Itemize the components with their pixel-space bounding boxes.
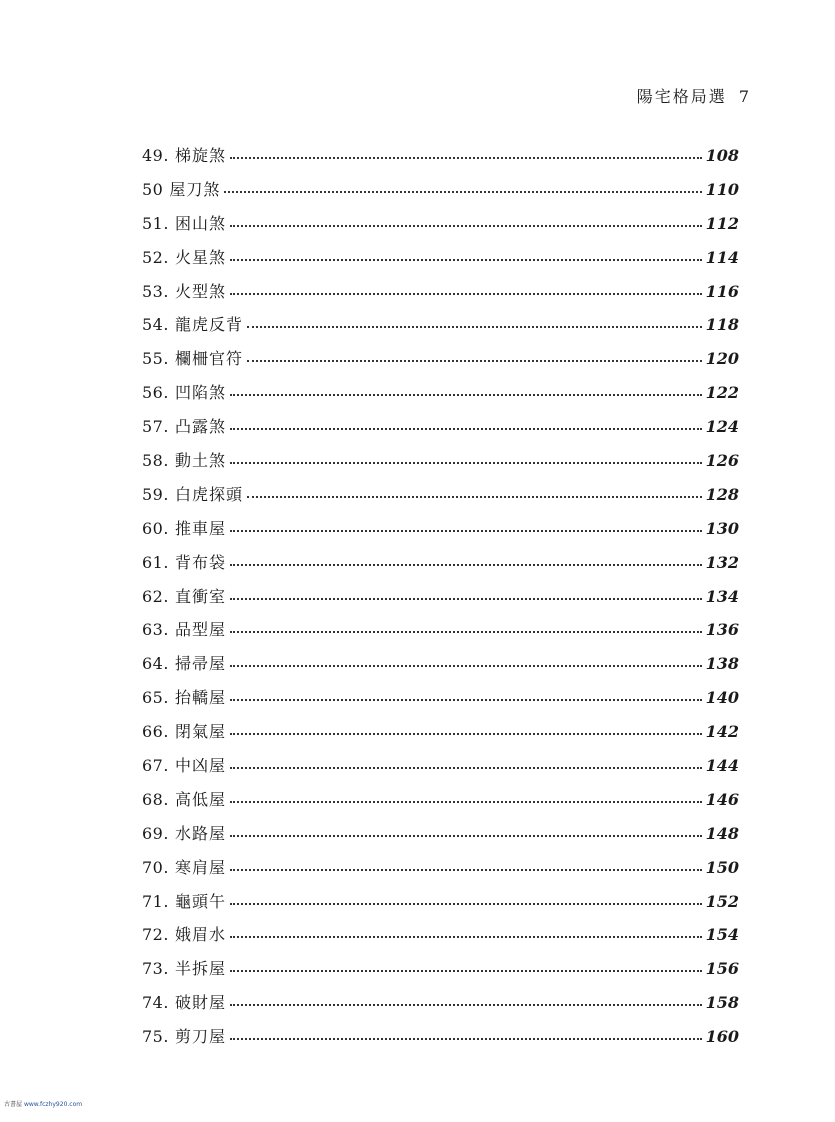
entry-number: 65. bbox=[142, 688, 169, 708]
dot-leader bbox=[230, 249, 702, 261]
entry-page: 146 bbox=[705, 789, 739, 809]
toc-entry bbox=[142, 990, 739, 1024]
entry-title: 梯旋煞 bbox=[174, 146, 226, 165]
toc-entry bbox=[142, 821, 739, 855]
entry-number: 69. bbox=[142, 823, 169, 843]
entry-number: 54. bbox=[142, 315, 169, 335]
entry-page: 154 bbox=[705, 925, 739, 945]
entry-title: 龍虎反背 bbox=[174, 315, 243, 335]
entry-page: 144 bbox=[705, 756, 739, 776]
entry-title: 火星煞 bbox=[174, 247, 226, 267]
toc-entry bbox=[142, 956, 739, 990]
entry-number: 71. bbox=[142, 891, 169, 911]
table-of-contents bbox=[142, 143, 739, 1058]
entry-page: 128 bbox=[705, 484, 739, 504]
dot-leader bbox=[230, 960, 702, 972]
dot-leader bbox=[230, 893, 702, 905]
dot-leader bbox=[230, 825, 702, 837]
entry-page: 114 bbox=[705, 247, 739, 267]
entry-number: 51. bbox=[142, 213, 169, 233]
entry-title: 推車屋 bbox=[174, 518, 226, 538]
entry-number: 59. bbox=[142, 484, 169, 504]
toc-entry bbox=[142, 482, 739, 516]
entry-number: 61. bbox=[142, 552, 169, 572]
dot-leader bbox=[230, 859, 702, 871]
entry-title: 凹陷煞 bbox=[174, 383, 226, 403]
toc-entry bbox=[142, 584, 739, 618]
entry-page: 160 bbox=[705, 1027, 739, 1047]
toc-entry bbox=[142, 414, 739, 448]
entry-title: 龜頭午 bbox=[174, 891, 226, 911]
entry-page: 142 bbox=[705, 722, 739, 742]
entry-number: 55. bbox=[142, 349, 169, 369]
entry-page: 158 bbox=[705, 993, 739, 1013]
dot-leader bbox=[224, 181, 701, 193]
entry-page: 150 bbox=[705, 857, 739, 877]
toc-entry bbox=[142, 380, 739, 414]
dot-leader bbox=[230, 452, 702, 464]
dot-leader bbox=[230, 554, 702, 566]
toc-entry bbox=[142, 753, 739, 787]
entry-title: 水路屋 bbox=[174, 823, 226, 843]
entry-number: 62. bbox=[142, 586, 169, 606]
entry-page: 138 bbox=[705, 654, 739, 674]
entry-title: 直衝室 bbox=[174, 586, 226, 606]
entry-number: 68. bbox=[142, 789, 169, 809]
entry-page: 136 bbox=[705, 620, 739, 640]
dot-leader bbox=[230, 994, 702, 1006]
entry-title: 困山煞 bbox=[174, 213, 226, 233]
entry-page: 152 bbox=[705, 891, 739, 911]
entry-number: 60. bbox=[142, 518, 169, 538]
entry-title: 屋刀煞 bbox=[169, 179, 221, 199]
entry-title: 背布袋 bbox=[174, 552, 226, 572]
entry-page: 134 bbox=[705, 586, 739, 606]
entry-page: 148 bbox=[705, 823, 739, 843]
dot-leader bbox=[230, 215, 702, 227]
entry-number: 75. bbox=[142, 1027, 169, 1047]
toc-entry bbox=[142, 889, 739, 923]
running-head bbox=[637, 84, 751, 107]
entry-page: 156 bbox=[705, 959, 739, 979]
entry-page: 140 bbox=[705, 688, 739, 708]
watermark-url: www.fczhy920.com bbox=[23, 1101, 83, 1108]
dot-leader bbox=[230, 384, 702, 396]
dot-leader bbox=[230, 588, 702, 600]
toc-entry bbox=[142, 211, 739, 245]
dot-leader bbox=[230, 1028, 702, 1040]
entry-title: 寒肩屋 bbox=[174, 857, 226, 877]
entry-title: 半拆屋 bbox=[174, 959, 226, 979]
toc-entry bbox=[142, 617, 739, 651]
toc-entry bbox=[142, 922, 739, 956]
dot-leader bbox=[230, 283, 702, 295]
entry-page: 112 bbox=[705, 213, 739, 233]
toc-entry bbox=[142, 346, 739, 380]
dot-leader bbox=[230, 791, 702, 803]
entry-page: 130 bbox=[705, 518, 739, 538]
entry-title: 高低屋 bbox=[174, 789, 226, 809]
watermark-brand: 古書屋 bbox=[4, 1101, 23, 1108]
entry-title: 抬轎屋 bbox=[174, 688, 226, 708]
entry-number: 63. bbox=[142, 620, 169, 640]
toc-entry bbox=[142, 855, 739, 889]
entry-page: 120 bbox=[705, 349, 739, 369]
toc-entry bbox=[142, 177, 739, 211]
dot-leader bbox=[230, 757, 702, 769]
entry-page: 118 bbox=[705, 315, 739, 335]
dot-leader bbox=[230, 147, 702, 159]
entry-title: 白虎探頭 bbox=[174, 484, 243, 504]
book-title: 陽宅格局選 bbox=[636, 87, 727, 106]
entry-number: 57. bbox=[142, 417, 169, 437]
entry-number: 64. bbox=[142, 654, 169, 674]
entry-number: 58. bbox=[142, 451, 169, 471]
entry-number: 66. bbox=[142, 722, 169, 742]
entry-number: 52. bbox=[142, 247, 169, 267]
toc-entry bbox=[142, 651, 739, 685]
entry-page: 126 bbox=[705, 451, 739, 471]
dot-leader bbox=[247, 350, 702, 362]
dot-leader bbox=[230, 621, 702, 633]
dot-leader bbox=[230, 418, 702, 430]
toc-entry bbox=[142, 279, 739, 313]
dot-leader bbox=[230, 689, 702, 701]
entry-number: 50 bbox=[142, 179, 164, 199]
entry-title: 破財屋 bbox=[174, 993, 226, 1013]
dot-leader bbox=[230, 723, 702, 735]
entry-page: 124 bbox=[705, 417, 739, 437]
entry-number: 53. bbox=[142, 281, 169, 301]
toc-entry bbox=[142, 787, 739, 821]
entry-title: 欄柵官符 bbox=[174, 349, 243, 369]
page-number: 7 bbox=[738, 87, 751, 106]
entry-number: 67. bbox=[142, 756, 169, 776]
dot-leader bbox=[230, 655, 702, 667]
entry-number: 72. bbox=[142, 925, 169, 945]
toc-entry bbox=[142, 245, 739, 279]
dot-leader bbox=[230, 520, 702, 532]
entry-number: 49. bbox=[142, 146, 169, 165]
entry-number: 70. bbox=[142, 857, 169, 877]
toc-entry bbox=[142, 685, 739, 719]
toc-entry bbox=[142, 516, 739, 550]
entry-page: 122 bbox=[705, 383, 739, 403]
entry-page: 132 bbox=[705, 552, 739, 572]
entry-number: 56. bbox=[142, 383, 169, 403]
entry-title: 動土煞 bbox=[174, 451, 226, 471]
dot-leader bbox=[247, 316, 702, 328]
entry-number: 73. bbox=[142, 959, 169, 979]
toc-entry bbox=[142, 719, 739, 753]
entry-title: 娥眉水 bbox=[174, 925, 226, 945]
toc-entry bbox=[142, 312, 739, 346]
toc-entry bbox=[142, 448, 739, 482]
entry-title: 凸露煞 bbox=[174, 417, 226, 437]
toc-entry bbox=[142, 143, 739, 177]
entry-page: 116 bbox=[705, 281, 739, 301]
entry-title: 剪刀屋 bbox=[174, 1027, 226, 1047]
toc-entry bbox=[142, 1024, 739, 1058]
watermark bbox=[4, 1099, 82, 1108]
entry-title: 閉氣屋 bbox=[174, 722, 226, 742]
entry-title: 掃帚屋 bbox=[174, 654, 226, 674]
dot-leader bbox=[230, 926, 702, 938]
entry-title: 中凶屋 bbox=[174, 756, 226, 776]
toc-entry bbox=[142, 550, 739, 584]
entry-title: 火型煞 bbox=[174, 281, 226, 301]
entry-number: 74. bbox=[142, 993, 169, 1013]
entry-page: 110 bbox=[705, 179, 739, 199]
dot-leader bbox=[247, 486, 702, 498]
entry-page: 108 bbox=[705, 146, 739, 165]
entry-title: 品型屋 bbox=[174, 620, 226, 640]
